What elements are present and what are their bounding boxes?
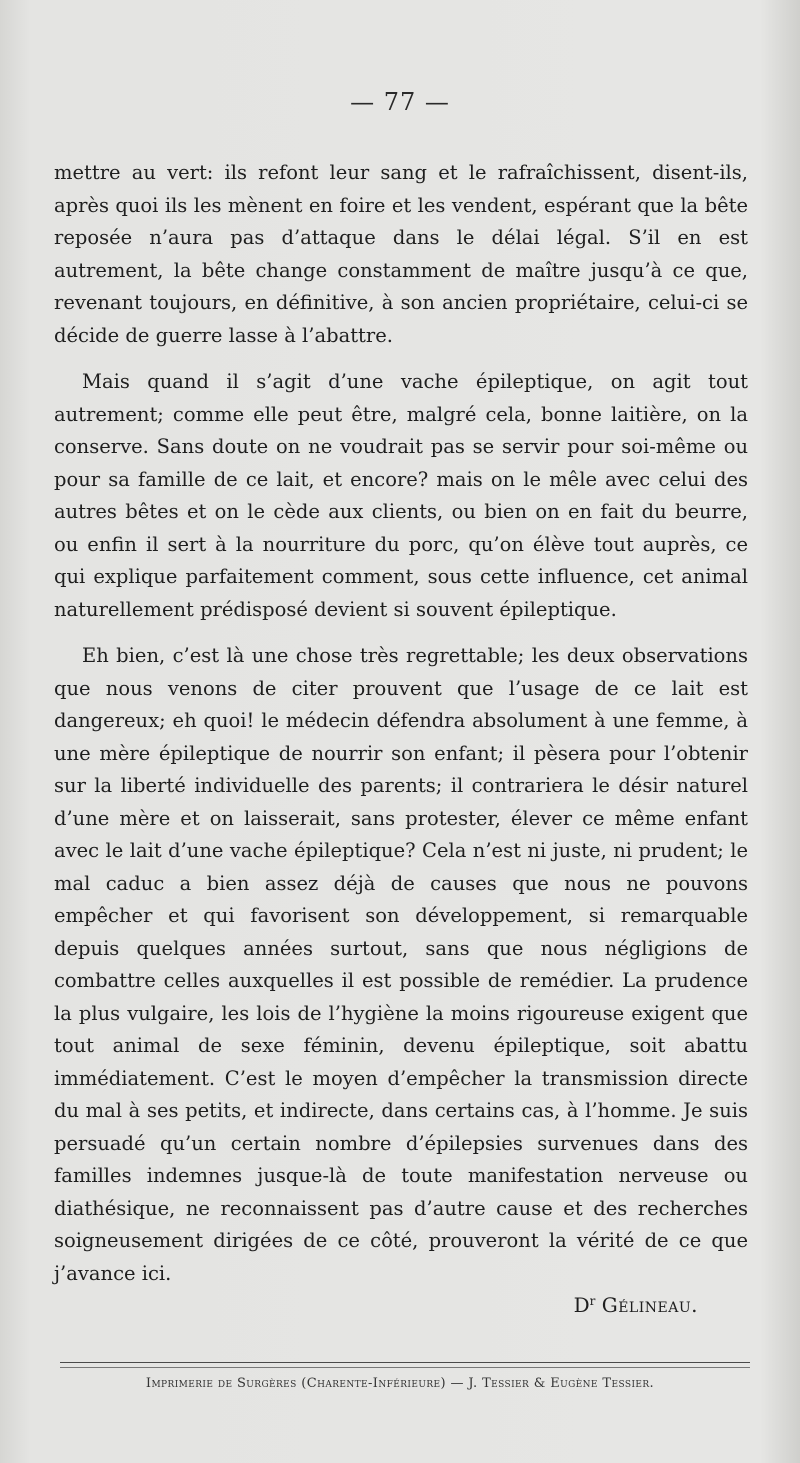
paragraph-1: mettre au vert: ils refont leur sang et le rafraîchissent, disent-ils, après quoi ils les mènent en foire et les vendent, espérant que la bête reposée n’aura pas d’attaque dans le délai légal. S’il en est autrement, la bête change constamment de maître jusqu’à ce que, revenant toujours, en définitive, à son ancien propriétaire, celui-ci se décide de guerre lasse à l’abattre. [54,161,748,347]
paragraph-3: Eh bien, c’est là une chose très regrettable; les deux observations que nous venons de citer prouvent que l’usage de ce lait est dangereux; eh quoi! le médecin défendra absolument à une femme, à une mère épileptique de nourrir son enfant; il pèsera pour l’obtenir sur la liberté individuelle des parents; il contrariera le désir naturel d’une mère et on laisserait, sans protester, élever ce même enfant avec le lait d’une vache épileptique? Cela n’est ni juste, ni prudent; le mal caduc a bien assez déjà de causes que nous ne pouvons empêcher et qui favorisent son développement, si remarquable depuis quelques années surtout, sans que nous négligions de combattre celles auxquelles il est possible de remédier. La prudence la plus vulgaire, les lois de l’hygiène la moins rigoureuse exigent que tout animal de sexe féminin, devenu épileptique, soit abattu immédiatement. C’est le moyen d’empêcher la transmission directe du mal à ses petits, et indirecte, dans certains cas, à l’homme. Je suis persuadé qu’un certain nombre d’épilepsies survenues dans des familles indemnes jusque-là de toute manifestation nerveuse ou diathésique, ne reconnaissent pas d’autre cause et des recherches soigneusement dirigées de ce côté, prouveront la vérité de ce que j’avance ici. [54,644,748,1285]
signature-title-sup: r [589,1294,596,1308]
body-text [54,157,748,1290]
page-number: — 77 — [350,88,450,116]
author-signature [574,1293,698,1317]
footer-rule [60,1362,750,1363]
signature-title: D [573,1293,590,1317]
signature-name: Gélineau. [601,1293,698,1317]
footer-rule-thin [60,1367,750,1368]
paragraph-2: Mais quand il s’agit d’une vache épileptique, on agit tout autrement; comme elle peut être, malgré cela, bonne laitière, on la conserve. Sans doute on ne voudrait pas se servir pour soi-même ou pour sa famille de ce lait, et encore? mais on le mêle avec celui des autres bêtes et on le cède aux clients, ou bien on en fait du beurre, ou enfin il sert à la nourriture du porc, qu’on élève tout auprès, ce qui explique parfaitement comment, sous cette influence, cet animal naturellement prédisposé devient si souvent épileptique. [54,370,748,621]
printer-imprint: Imprimerie de Surgères (Charente-Inférieure) — J. Tessier & Eugène Tessier. [145,1376,655,1391]
